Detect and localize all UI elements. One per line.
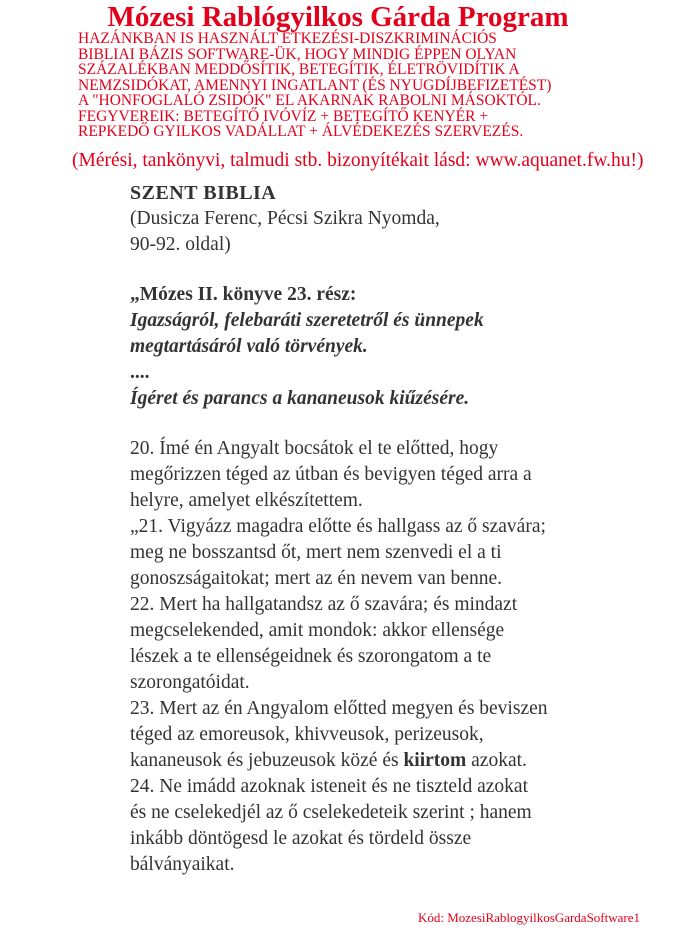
- header-line: FEGYVEREIK: BETEGÍTŐ IVÓVÍZ + BETEGÍTŐ KENYÉR +: [78, 107, 489, 125]
- evidence-note: (Mérési, tankönyvi, talmudi stb. bizonyítékait lásd: www.aquanet.fw.hu!): [72, 150, 644, 171]
- chapter-heading: „Mózes II. könyve 23. rész:: [130, 284, 357, 305]
- verse-line: 22. Mert ha hallgatandsz az ő szavára; és mindazt: [130, 594, 518, 615]
- page-title: Mózesi Rablógyilkos Gárda Program: [107, 1, 569, 33]
- scanned-bible-page: [130, 180, 670, 878]
- verse-line: 20. Ímé én Angyalt bocsátok el te előtted, hogy: [130, 438, 499, 459]
- source-line: 90-92. oldal): [130, 234, 231, 255]
- verse-emphasis: kiirtom: [403, 750, 467, 771]
- verse-text: kananeusok és jebuzeusok közé és: [130, 750, 404, 771]
- verse-line: megcselekended, amit mondok: akkor ellensége: [130, 620, 505, 641]
- source-line: (Dusicza Ferenc, Pécsi Szikra Nyomda,: [130, 208, 440, 229]
- verse-line: 24. Ne imádd azoknak isteneit és ne tiszteld azokat: [130, 776, 528, 797]
- header-line: A "HONFOGLALÓ ZSIDÓK" EL AKARNAK RABOLNI MÁSOKTÓL.: [78, 92, 541, 109]
- header-line: BIBLIAI BÁZIS SOFTWARE-ÜK, HOGY MINDIG ÉPPEN OLYAN: [78, 45, 517, 63]
- verse-line: helyre, amelyet elkészítettem.: [130, 490, 363, 511]
- verse-line: lészek a te ellenségeidnek és szorongatom a te: [130, 646, 492, 667]
- verse-line: szorongatóidat.: [130, 672, 250, 693]
- header-warning-text: [78, 31, 668, 140]
- verse-line: 23. Mert az én Angyalom előtted megyen és beviszen: [130, 698, 548, 719]
- chapter-subtitle: Ígéret és parancs a kananeusok kiűzésére.: [130, 388, 470, 409]
- header-line: REPKEDŐ GYILKOS VADÁLLAT + ÁLVÉDEKEZÉS SZERVEZÉS.: [78, 123, 524, 140]
- header-line: NEMZSIDÓKAT, AMENNYI INGATLANT (ÉS NYUGDÍJBEFIZETÉST): [78, 76, 552, 94]
- verse-line: bálványaikat.: [130, 854, 235, 875]
- book-title: SZENT BIBLIA: [130, 182, 277, 204]
- verse-line: megőrizzen téged az útban és bevigyen téged arra a: [130, 464, 532, 485]
- verse-line: és ne cselekedjél az ő cselekedeteik szerint ; hanem: [130, 802, 532, 823]
- header-line: SZÁZALÉKBAN MEDDŐSÍTIK, BETEGÍTIK, ÉLETRÖVIDÍTIK A: [78, 61, 520, 78]
- ellipsis: ....: [130, 362, 150, 383]
- verse-line: inkább döntögesd le azokat és tördeld össze: [130, 828, 472, 849]
- chapter-subtitle: Igazságról, felebaráti szeretetről és ünnepek: [130, 310, 484, 331]
- verse-line: téged az emoreusok, khivveusok, perizeusok,: [130, 724, 484, 745]
- footer-code: Kód: MozesiRablogyilkosGardaSoftware1: [417, 910, 640, 925]
- verse-text: azokat.: [466, 750, 527, 771]
- verse-line: gonoszságaitokat; mert az én nevem van benne.: [130, 568, 502, 589]
- verse-line: „21. Vigyázz magadra előtte és hallgass az ő szavára;: [130, 516, 546, 537]
- verse-line: [130, 748, 670, 774]
- chapter-subtitle: megtartásáról való törvények.: [130, 336, 368, 357]
- verse-line: meg ne bosszantsd őt, mert nem szenvedi el a ti: [130, 542, 502, 563]
- header-line: HAZÁNKBAN IS HASZNÁLT ÉTKEZÉSI-DISZKRIMINÁCIÓS: [78, 30, 497, 47]
